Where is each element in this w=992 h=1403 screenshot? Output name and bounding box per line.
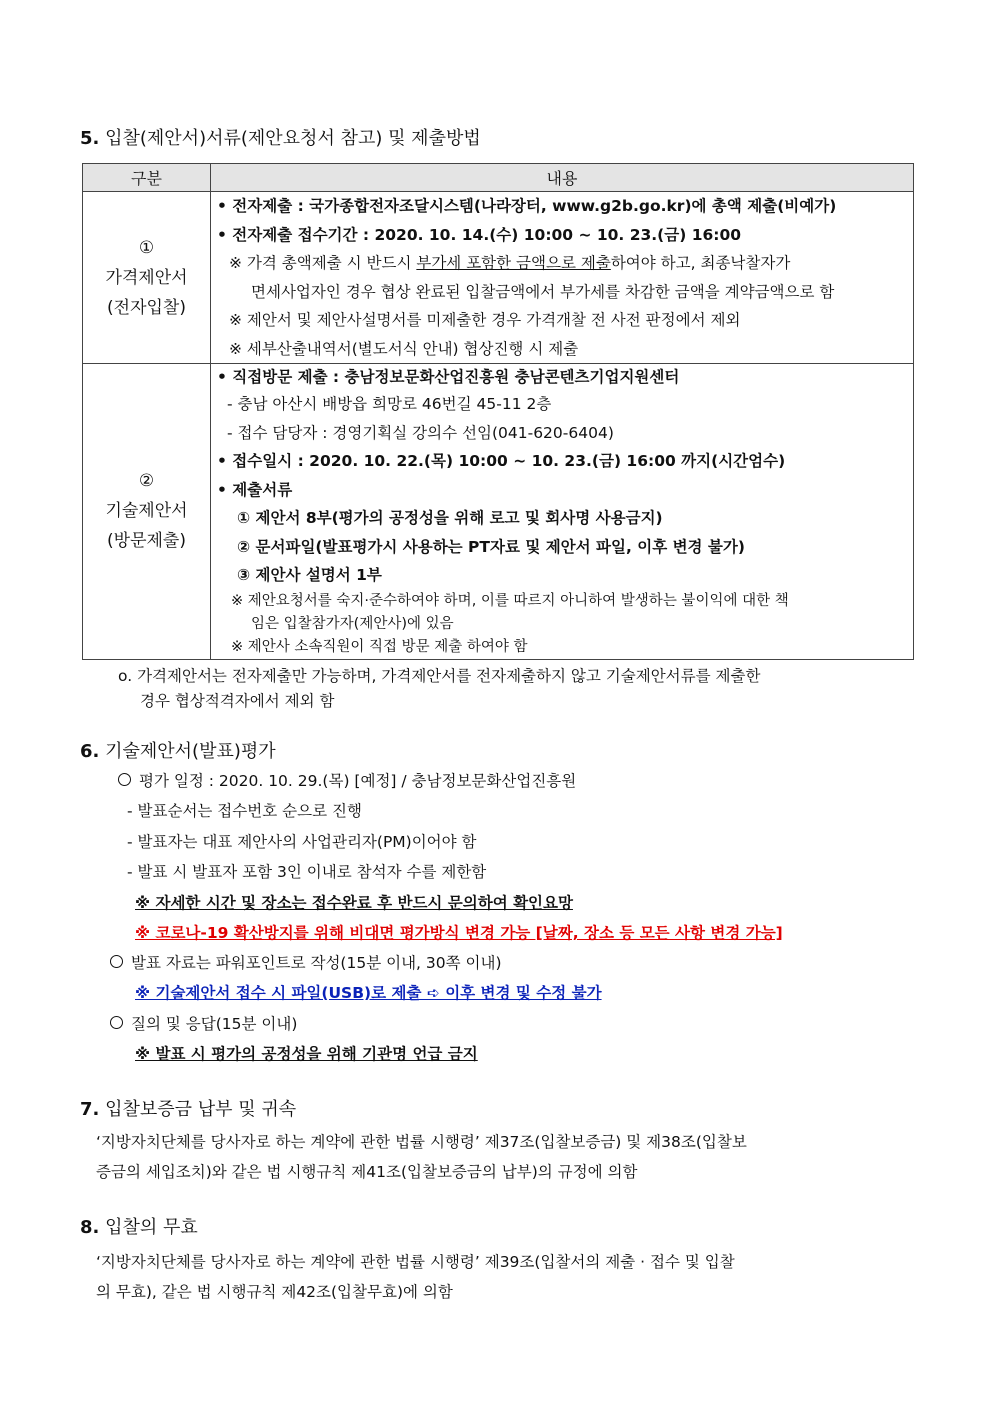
section-number: 8. [80, 1217, 100, 1238]
submission-table [82, 163, 914, 660]
section-number: 6. [80, 741, 100, 762]
row-content-technical [211, 364, 914, 660]
section-7-heading [80, 1098, 296, 1122]
content-line: - 충남 아산시 배방읍 희망로 46번길 45-11 2층 [227, 395, 552, 413]
table-row-technical [83, 364, 914, 660]
notice-line: ※ 발표 시 평가의 공정성을 위해 기관명 언급 금지 [135, 1045, 478, 1063]
content-line: • 제출서류 [217, 480, 293, 499]
content-line: ※ 제안서 및 제안사설명서를 미제출한 경우 가격개찰 전 사전 판정에서 제외 [229, 311, 741, 329]
content-line: ③ 제안사 설명서 1부 [237, 566, 382, 584]
content-line: ※ 제안사 소속직원이 직접 방문 제출 하여야 함 [231, 638, 528, 655]
content-line: ② 문서파일(발표평가시 사용하는 PT자료 및 제안서 파일, 이후 변경 불가) [237, 537, 745, 556]
section-number: 7. [80, 1099, 100, 1120]
content-line: • 직접방문 제출 : 충남정보문화산업진흥원 충남콘텐츠기업지원센터 [217, 368, 680, 386]
table-header-row [83, 164, 914, 192]
bullet-text: 발표 자료는 파워포인트로 작성(15분 이내, 30쪽 이내) [131, 954, 502, 972]
content-line: - 접수 담당자 : 경영기획실 강의수 선임(041-620-6404) [227, 423, 614, 442]
section-number: 5. [80, 128, 100, 149]
paragraph-line: ‘지방자치단체를 당사자로 하는 계약에 관한 법률 시행령’ 제37조(입찰보증금) 및 제38조(입찰보 [96, 1133, 747, 1151]
label-number: ② [138, 471, 155, 492]
content-line: • 접수일시 : 2020. 10. 22.(목) 10:00 ~ 10. 23.(금) 16:00 까지(시간엄수) [217, 452, 786, 470]
header-category: 구분 [83, 164, 211, 192]
bullet-text: 질의 및 응답(15분 이내) [131, 1015, 298, 1033]
circle-bullet-icon [110, 1016, 123, 1029]
bullet-item [110, 1014, 297, 1034]
paragraph-line: ‘지방자치단체를 당사자로 하는 계약에 관한 법률 시행령’ 제39조(입찰서의 제출 · 접수 및 입찰 [96, 1253, 735, 1271]
content-line: 면세사업자인 경우 협상 완료된 입찰금액에서 부가세를 차감한 금액을 계약금액으로 함 [251, 282, 835, 301]
bullet-item [118, 771, 576, 791]
content-line: ※ 제안요청서를 숙지·준수하여야 하며, 이를 따르지 아니하여 발생하는 불이익에 대한 책 [231, 592, 789, 609]
header-content: 내용 [211, 164, 914, 192]
row-content-price [211, 192, 914, 364]
line-text: 하여야 하고, 최종낙찰자가 [610, 254, 791, 272]
section-title: 기술제안서(발표)평가 [105, 741, 276, 762]
section-8-heading [80, 1216, 198, 1240]
content-line: • 전자제출 : 국가종합전자조달시스템(나라장터, www.g2b.go.kr)에 총액 제출(비예가) [217, 197, 837, 215]
paragraph-line: 증금의 세입조치)와 같은 법 시행규칙 제41조(입찰보증금의 납부)의 규정에 의함 [96, 1163, 638, 1181]
note-line: o. 가격제안서는 전자제출만 가능하며, 가격제안서를 전자제출하지 않고 기술제안서류를 제출한 [118, 667, 761, 685]
label-method: (전자입찰) [107, 297, 186, 318]
label-title: 가격제안서 [105, 267, 188, 288]
label-number: ① [138, 237, 155, 258]
section-title: 입찰보증금 납부 및 귀속 [105, 1099, 297, 1120]
content-line: ① 제안서 8부(평가의 공정성을 위해 로고 및 회사명 사용금지) [237, 509, 663, 527]
content-line: ※ 세부산출내역서(별도서식 안내) 협상진행 시 제출 [229, 339, 579, 358]
circle-bullet-icon [110, 955, 123, 968]
bullet-item [110, 953, 502, 973]
circle-bullet-icon [118, 773, 131, 786]
table-row-price [83, 192, 914, 364]
section-title: 입찰의 무효 [105, 1217, 198, 1238]
notice-line-red: ※ 코로나-19 확산방지를 위해 비대면 평가방식 변경 가능 [날짜, 장소 등 모든 사항 변경 가능] [135, 924, 783, 942]
content-line: • 전자제출 접수기간 : 2020. 10. 14.(수) 10:00 ~ 10. 23.(금) 16:00 [217, 225, 742, 244]
label-title: 기술제안서 [105, 501, 188, 522]
bullet-text: 평가 일정 : 2020. 10. 29.(목) [예정] / 충남정보문화산업진흥원 [139, 772, 577, 790]
label-method: (방문제출) [107, 531, 186, 552]
dash-item: - 발표 시 발표자 포함 3인 이내로 참석자 수를 제한함 [127, 863, 487, 881]
note-line: 경우 협상적격자에서 제외 함 [140, 692, 335, 710]
row-label-price [83, 192, 211, 364]
notice-line-blue: ※ 기술제안서 접수 시 파일(USB)로 제출 ➪ 이후 변경 및 수정 불가 [135, 984, 602, 1002]
section-6-heading [80, 740, 276, 764]
dash-item: - 발표자는 대표 제안사의 사업관리자(PM)이어야 함 [127, 833, 477, 851]
dash-item: - 발표순서는 접수번호 순으로 진행 [127, 802, 362, 820]
content-line: 임은 입찰참가자(제안사)에 있음 [251, 615, 454, 632]
underlined-text: 부가세 포함한 금액으로 제출 [416, 254, 611, 272]
row-label-technical [83, 364, 211, 660]
line-text: ※ 가격 총액제출 시 반드시 [229, 254, 417, 272]
section-5-heading [80, 127, 481, 151]
notice-line: ※ 자세한 시간 및 장소는 접수완료 후 반드시 문의하여 확인요망 [135, 894, 573, 912]
section-title: 입찰(제안서)서류(제안요청서 참고) 및 제출방법 [105, 128, 481, 149]
content-line [217, 249, 913, 278]
paragraph-line: 의 무효), 같은 법 시행규칙 제42조(입찰무효)에 의함 [96, 1283, 453, 1301]
